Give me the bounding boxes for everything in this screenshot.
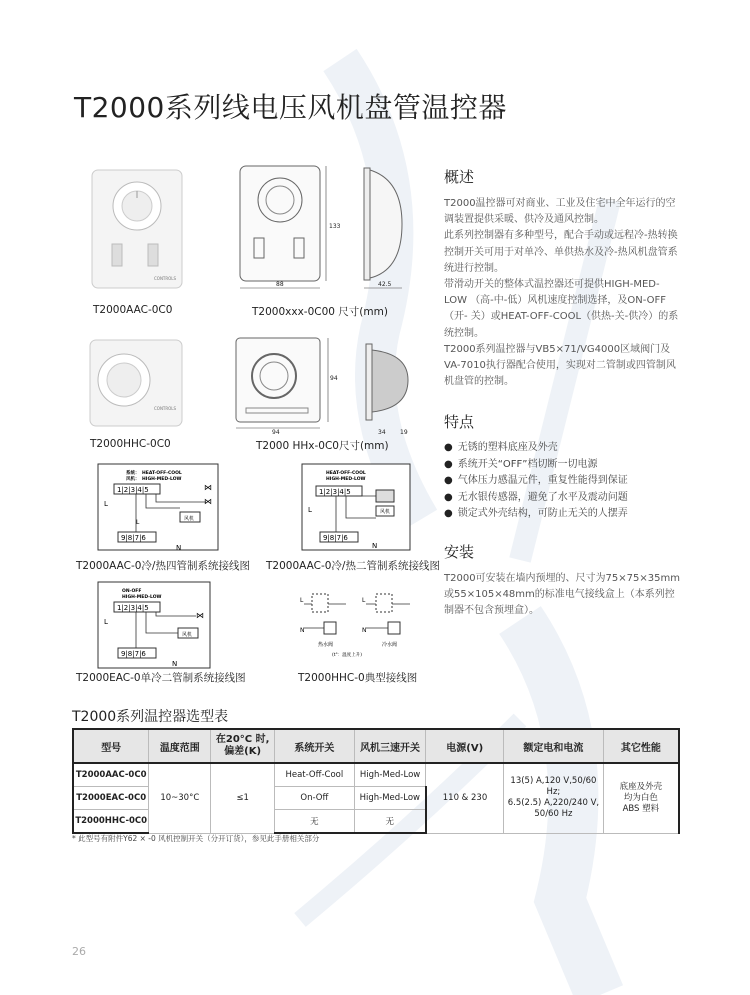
svg-text:94: 94 [330, 375, 338, 382]
svg-text:1|2|3|4|5: 1|2|3|4|5 [117, 604, 149, 612]
feature-item: ● 系统开关“OFF”档切断一切电源 [444, 457, 684, 474]
feature-item: ● 无水银传感器，避免了水平及震动问题 [444, 490, 684, 507]
install-text: T2000可安装在墙内预埋的、尺寸为75×75×35mm或55×105×48mm的标准电气接线盒上（本系列控制器不包含预埋盒）。 [444, 573, 680, 617]
svg-text:⋈: ⋈ [196, 611, 204, 620]
svg-text:⋈: ⋈ [204, 497, 212, 506]
deviation-cell: ≤1 [211, 763, 275, 833]
overview-para-4: T2000系列温控器与VB5×71/VG4000区域阀门及VA-7010执行器配合使用，实现对二管制或四管制风机盘管的控制。 [444, 343, 676, 388]
feature-item: ● 气体压力感温元件，重复性能得到保证 [444, 473, 684, 490]
t2000hhc-device-image [88, 338, 188, 430]
switch-cell: On-Off [275, 787, 355, 810]
svg-text:CONTROLS: CONTROLS [154, 406, 177, 411]
model-cell: T2000EAC-0C0 [73, 787, 149, 810]
svg-text:34: 34 [378, 429, 386, 436]
feature-item: ● 无锈的塑料底座及外壳 [444, 440, 684, 457]
table-heading: T2000系列温控器选型表 [72, 709, 229, 725]
wiring-diagram-aac-4pipe [96, 462, 236, 554]
svg-text:HEAT-OFF-COOL: HEAT-OFF-COOL [326, 471, 366, 476]
other-cell: 底座及外壳 均为白色 ABS 塑料 [603, 763, 679, 833]
svg-text:(t°：温度上升): (t°：温度上升) [332, 653, 363, 658]
caption-wire-aac4: T2000AAC-0冷/热四管制系统接线图 [76, 560, 250, 572]
dimension-drawing-2 [232, 334, 422, 436]
table-header-row [73, 729, 679, 763]
col-header: 额定电和电流 [504, 729, 604, 763]
overview-text [444, 196, 682, 390]
power-cell: 110 & 230 [426, 763, 504, 833]
feature-item: ● 锁定式外壳结构，可防止无关的人摆弄 [444, 506, 684, 523]
caption-dim2: T2000 HHx-0C0尺寸(mm) [256, 440, 389, 452]
svg-text:N: N [172, 660, 178, 668]
wiring-diagram-eac [96, 580, 226, 672]
table-footnote: * 此型号有附件Y62 × -0 风机控制开关（分开订货），参见此手册相关部分 [72, 834, 320, 843]
svg-text:N: N [362, 627, 367, 634]
svg-text:热水阀: 热水阀 [318, 642, 334, 648]
svg-text:9|8|7|6: 9|8|7|6 [323, 534, 348, 542]
page-number: 26 [72, 945, 86, 958]
caption-wire-hhc: T2000HHC-0典型接线图 [298, 672, 418, 684]
svg-text:19: 19 [400, 429, 408, 436]
col-header: 在20°C 时, 偏差(K) [211, 729, 275, 763]
fan-cell: High-Med-Low [354, 763, 426, 787]
svg-text:HIGH-MED-LOW: HIGH-MED-LOW [142, 477, 182, 482]
svg-text:HEAT-OFF-COOL: HEAT-OFF-COOL [142, 471, 182, 476]
caption-dim1: T2000xxx-0C00 尺寸(mm) [252, 306, 388, 318]
svg-text:HIGH-MED-LOW: HIGH-MED-LOW [326, 477, 366, 482]
model-cell: T2000AAC-0C0 [73, 763, 149, 787]
svg-text:L: L [308, 506, 312, 514]
svg-text:风机: 风机 [380, 509, 391, 515]
model-cell: T2000HHC-0C0 [73, 810, 149, 834]
svg-text:风机：: 风机： [126, 477, 140, 482]
svg-text:⋈: ⋈ [204, 483, 212, 492]
caption-wire-eac: T2000EAC-0单冷二管制系统接线图 [76, 672, 246, 684]
switch-cell: Heat-Off-Cool [275, 763, 355, 787]
col-header: 风机三速开关 [354, 729, 426, 763]
switch-cell: 无 [275, 810, 355, 834]
col-header: 其它性能 [603, 729, 679, 763]
svg-text:1|2|3|4|5: 1|2|3|4|5 [117, 486, 149, 494]
svg-text:ON-OFF: ON-OFF [122, 589, 142, 594]
dimension-drawing-1 [232, 160, 412, 300]
overview-heading: 概述 [444, 168, 475, 186]
col-header: 温度范围 [149, 729, 211, 763]
rating-cell: 13(5) A,120 V,50/60 Hz; 6.5(2.5) A,220/240 V, 50/60 Hz [504, 763, 604, 833]
svg-text:L: L [104, 618, 108, 626]
t2000aac-device-image [90, 168, 190, 293]
svg-text:风机: 风机 [182, 632, 193, 638]
col-header: 电源(V) [426, 729, 504, 763]
svg-text:N: N [300, 627, 305, 634]
svg-text:风机: 风机 [184, 516, 195, 522]
caption-wire-aac2: T2000AAC-0冷/热二管制系统接线图 [266, 560, 440, 572]
svg-text:133: 133 [329, 223, 341, 230]
caption-hhc: T2000HHC-0C0 [90, 438, 171, 450]
svg-text:1|2|3|4|5: 1|2|3|4|5 [319, 488, 351, 496]
page-title: T2000系列线电压风机盘管温控器 [74, 91, 507, 124]
svg-text:42.5: 42.5 [378, 281, 392, 288]
svg-text:94: 94 [272, 429, 280, 436]
temp-range-cell: 10~30°C [149, 763, 211, 833]
svg-text:HIGH-MED-LOW: HIGH-MED-LOW [122, 595, 162, 600]
selection-table [72, 728, 680, 834]
svg-text:9|8|7|6: 9|8|7|6 [121, 534, 146, 542]
fan-cell: 无 [354, 810, 426, 834]
svg-text:L: L [300, 597, 304, 604]
svg-text:系统：: 系统： [126, 471, 140, 476]
table-row [73, 763, 679, 787]
svg-text:N: N [372, 542, 378, 550]
wiring-diagram-hhc [296, 590, 426, 670]
overview-para-2: 此系列控制器有多种型号，配合手动或远程冷-热转换控制开关可用于对单冷、单供热水及冷-热风机盘管系统进行控制。 [444, 230, 678, 274]
svg-text:N: N [176, 544, 182, 552]
col-header: 系统开关 [275, 729, 355, 763]
caption-aac: T2000AAC-0C0 [93, 304, 173, 316]
svg-text:L: L [362, 597, 366, 604]
svg-text:9|8|7|6: 9|8|7|6 [121, 650, 146, 658]
svg-text:CONTROLS: CONTROLS [154, 276, 177, 281]
fan-cell: High-Med-Low [354, 787, 426, 810]
col-header: 型号 [73, 729, 149, 763]
features-heading: 特点 [444, 413, 475, 431]
features-list [444, 440, 684, 523]
svg-text:88: 88 [276, 281, 284, 288]
install-heading: 安装 [444, 543, 475, 561]
svg-text:冷水阀: 冷水阀 [382, 642, 398, 648]
svg-text:L: L [136, 519, 140, 526]
overview-para-1: T2000温控器可对商业、工业及住宅中全年运行的空调装置提供采暖、供冷及通风控制。 [444, 198, 676, 226]
overview-para-3: 带滑动开关的整体式温控器还可提供HIGH-MED-LOW （高-中-低）风机速度控制选择，及ON-OFF（开- 关）或HEAT-OFF-COOL（供热-关-供冷）的系统控制。 [444, 279, 679, 339]
svg-text:L: L [104, 500, 108, 508]
wiring-diagram-aac-2pipe [300, 462, 420, 554]
